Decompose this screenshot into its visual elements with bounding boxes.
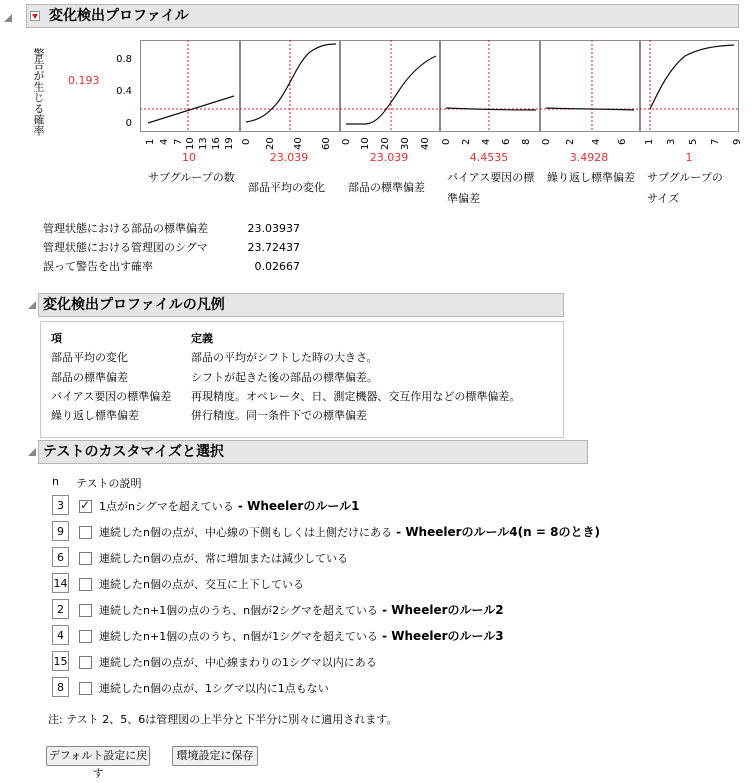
tests-title: テストのカスタマイズと選択: [43, 444, 225, 460]
test-checkbox[interactable]: [79, 552, 92, 565]
x-tick-label: 6: [501, 138, 512, 145]
test-n-input[interactable]: 2: [52, 599, 69, 619]
x-tick-label: 13: [198, 137, 209, 150]
profiler-plots: [140, 40, 740, 132]
profiler-title: 変化検出プロファイル: [49, 8, 189, 24]
x-tick-label: 19: [224, 137, 235, 150]
factor-label: 部品の標準偏差: [348, 181, 425, 194]
x-tick-label: 3: [666, 138, 677, 145]
tests-note: 注: テスト 2、5、6は管理図の上半分と下半分に別々に適用されます。: [48, 713, 398, 726]
save-preferences-button[interactable]: 環境設定に保存: [172, 746, 258, 766]
test-n-input[interactable]: 8: [52, 677, 69, 697]
factor-value[interactable]: 10: [182, 151, 196, 164]
x-tick-label: 1: [145, 138, 156, 145]
test-n-input[interactable]: 14: [52, 573, 69, 593]
x-tick-label: 2: [461, 138, 472, 145]
factor-label: サブグループのサイズ: [647, 171, 723, 205]
test-description: 連続したn+1個の点のうち、n個が2シグマを超えている - Wheelerのルール2: [99, 603, 504, 617]
test-n-input[interactable]: 9: [52, 521, 69, 541]
collapse-triangle-icon[interactable]: [4, 14, 12, 22]
tests-col-n: n: [52, 475, 59, 488]
x-tick-label: 9: [732, 138, 743, 145]
profile-curve: [650, 45, 734, 109]
legend-table: [40, 321, 564, 438]
test-checkbox[interactable]: [79, 526, 92, 539]
factor-label: 部品平均の変化: [248, 181, 325, 194]
factor-value[interactable]: 3.4928: [569, 151, 609, 164]
x-tick-label: 4: [159, 138, 170, 145]
collapse-triangle-icon[interactable]: [28, 448, 36, 456]
red-triangle-menu-icon[interactable]: [30, 11, 40, 21]
plot-frame: [141, 41, 240, 132]
legend-col-term: 項: [51, 332, 62, 345]
legend-term: 繰り返し標準偏差: [51, 409, 139, 422]
legend-term: 部品の標準偏差: [51, 371, 128, 384]
x-tick-label: 7: [173, 138, 184, 145]
test-checkbox[interactable]: [79, 656, 92, 669]
test-description: 1点がnシグマを超えている - Wheelerのルール1: [99, 499, 360, 513]
x-tick-label: 1: [644, 138, 655, 145]
x-tick-label: 0: [541, 138, 552, 145]
tests-header[interactable]: [38, 440, 588, 464]
factor-value[interactable]: 23.039: [369, 151, 409, 164]
collapse-triangle-icon[interactable]: [28, 301, 36, 309]
legend-definition: 部品の平均がシフトした時の大きさ。: [191, 351, 378, 364]
x-tick-label: 4: [591, 138, 602, 145]
y-tick-label: 0: [125, 118, 132, 129]
x-tick-label: 60: [321, 137, 332, 150]
profiler-header[interactable]: [26, 4, 739, 28]
x-tick-label: 20: [380, 137, 391, 150]
stat-label: 誤って警告を出す確率: [43, 260, 153, 273]
test-checkbox[interactable]: [79, 500, 92, 513]
stat-value: 23.72437: [247, 241, 300, 254]
x-tick-label: 0: [441, 138, 452, 145]
x-tick-label: 20: [265, 137, 276, 150]
stat-value: 23.03937: [247, 222, 300, 235]
test-description: 連続したn個の点が、交互に上下している: [99, 578, 304, 591]
x-tick-label: 7: [710, 138, 721, 145]
x-tick-label: 2: [565, 138, 576, 145]
test-checkbox[interactable]: [79, 682, 92, 695]
stat-value: 0.02667: [254, 260, 300, 273]
stat-label: 管理状態における管理図のシグマ: [43, 241, 208, 254]
test-checkbox[interactable]: [79, 578, 92, 591]
y-current-value: 0.193: [68, 74, 100, 87]
test-n-input[interactable]: 3: [52, 495, 69, 515]
y-tick-label: 0.4: [116, 86, 132, 97]
x-tick-label: 10: [185, 137, 196, 150]
x-tick-label: 40: [420, 137, 431, 150]
x-tick-label: 8: [521, 138, 532, 145]
plot-frame: [441, 41, 540, 132]
legend-title: 変化検出プロファイルの凡例: [43, 297, 225, 313]
factor-label: サブグループの数: [148, 171, 235, 184]
test-description: 連続したn個の点が、中心線まわりの1シグマ以内にある: [99, 656, 377, 669]
test-n-input[interactable]: 6: [52, 547, 69, 567]
test-checkbox[interactable]: [79, 630, 92, 643]
x-tick-label: 16: [211, 137, 222, 150]
test-description: 連続したn個の点が、1シグマ以内に1点もない: [99, 682, 329, 695]
stat-label: 管理状態における部品の標準偏差: [43, 222, 208, 235]
test-n-input[interactable]: 15: [52, 651, 69, 671]
legend-definition: シフトが起きた後の部品の標準偏差。: [191, 371, 378, 384]
x-tick-label: 4: [481, 138, 492, 145]
restore-defaults-button[interactable]: デフォルト設定に戻す: [46, 746, 150, 766]
x-tick-label: 6: [617, 138, 628, 145]
profile-curve: [246, 44, 336, 122]
factor-label: バイアス要因の標準偏差: [447, 171, 535, 205]
plot-frame: [341, 41, 440, 132]
x-tick-label: 10: [360, 137, 371, 150]
x-tick-label: 30: [400, 137, 411, 150]
y-tick-label: 0.8: [116, 54, 132, 65]
test-description: 連続したn+1個の点のうち、n個が1シグマを超えている - Wheelerのルール3: [99, 629, 504, 643]
legend-col-definition: 定義: [191, 332, 213, 345]
legend-definition: 併行精度。同一条件下での標準偏差: [191, 409, 367, 422]
x-tick-label: 0: [241, 138, 252, 145]
test-description: 連続したn個の点が、中心線の下側もしくは上側だけにある - Wheelerのルール4(n = 8のとき): [99, 525, 600, 539]
tests-col-description: テストの説明: [76, 477, 142, 490]
test-description: 連続したn個の点が、常に増加または減少している: [99, 552, 348, 565]
test-n-input[interactable]: 4: [52, 625, 69, 645]
profile-curve: [546, 108, 634, 110]
legend-term: 部品平均の変化: [51, 351, 128, 364]
legend-definition: 再現精度。オペレータ、日、測定機器、交互作用などの標準偏差。: [191, 390, 521, 403]
factor-value[interactable]: 4.4535: [469, 151, 509, 164]
factor-label: 繰り返し標準偏差: [547, 171, 635, 184]
y-axis-label: 警告が生じる確率: [32, 48, 45, 136]
factor-value[interactable]: 1: [685, 151, 693, 164]
x-tick-label: 40: [293, 137, 304, 150]
legend-header[interactable]: [38, 293, 564, 317]
plot-frame: [541, 41, 640, 132]
legend-term: バイアス要因の標準偏差: [51, 390, 172, 403]
x-tick-label: 0: [341, 138, 352, 145]
test-checkbox[interactable]: [79, 604, 92, 617]
factor-value[interactable]: 23.039: [269, 151, 309, 164]
profile-curve: [446, 108, 536, 110]
x-tick-label: 5: [688, 138, 699, 145]
